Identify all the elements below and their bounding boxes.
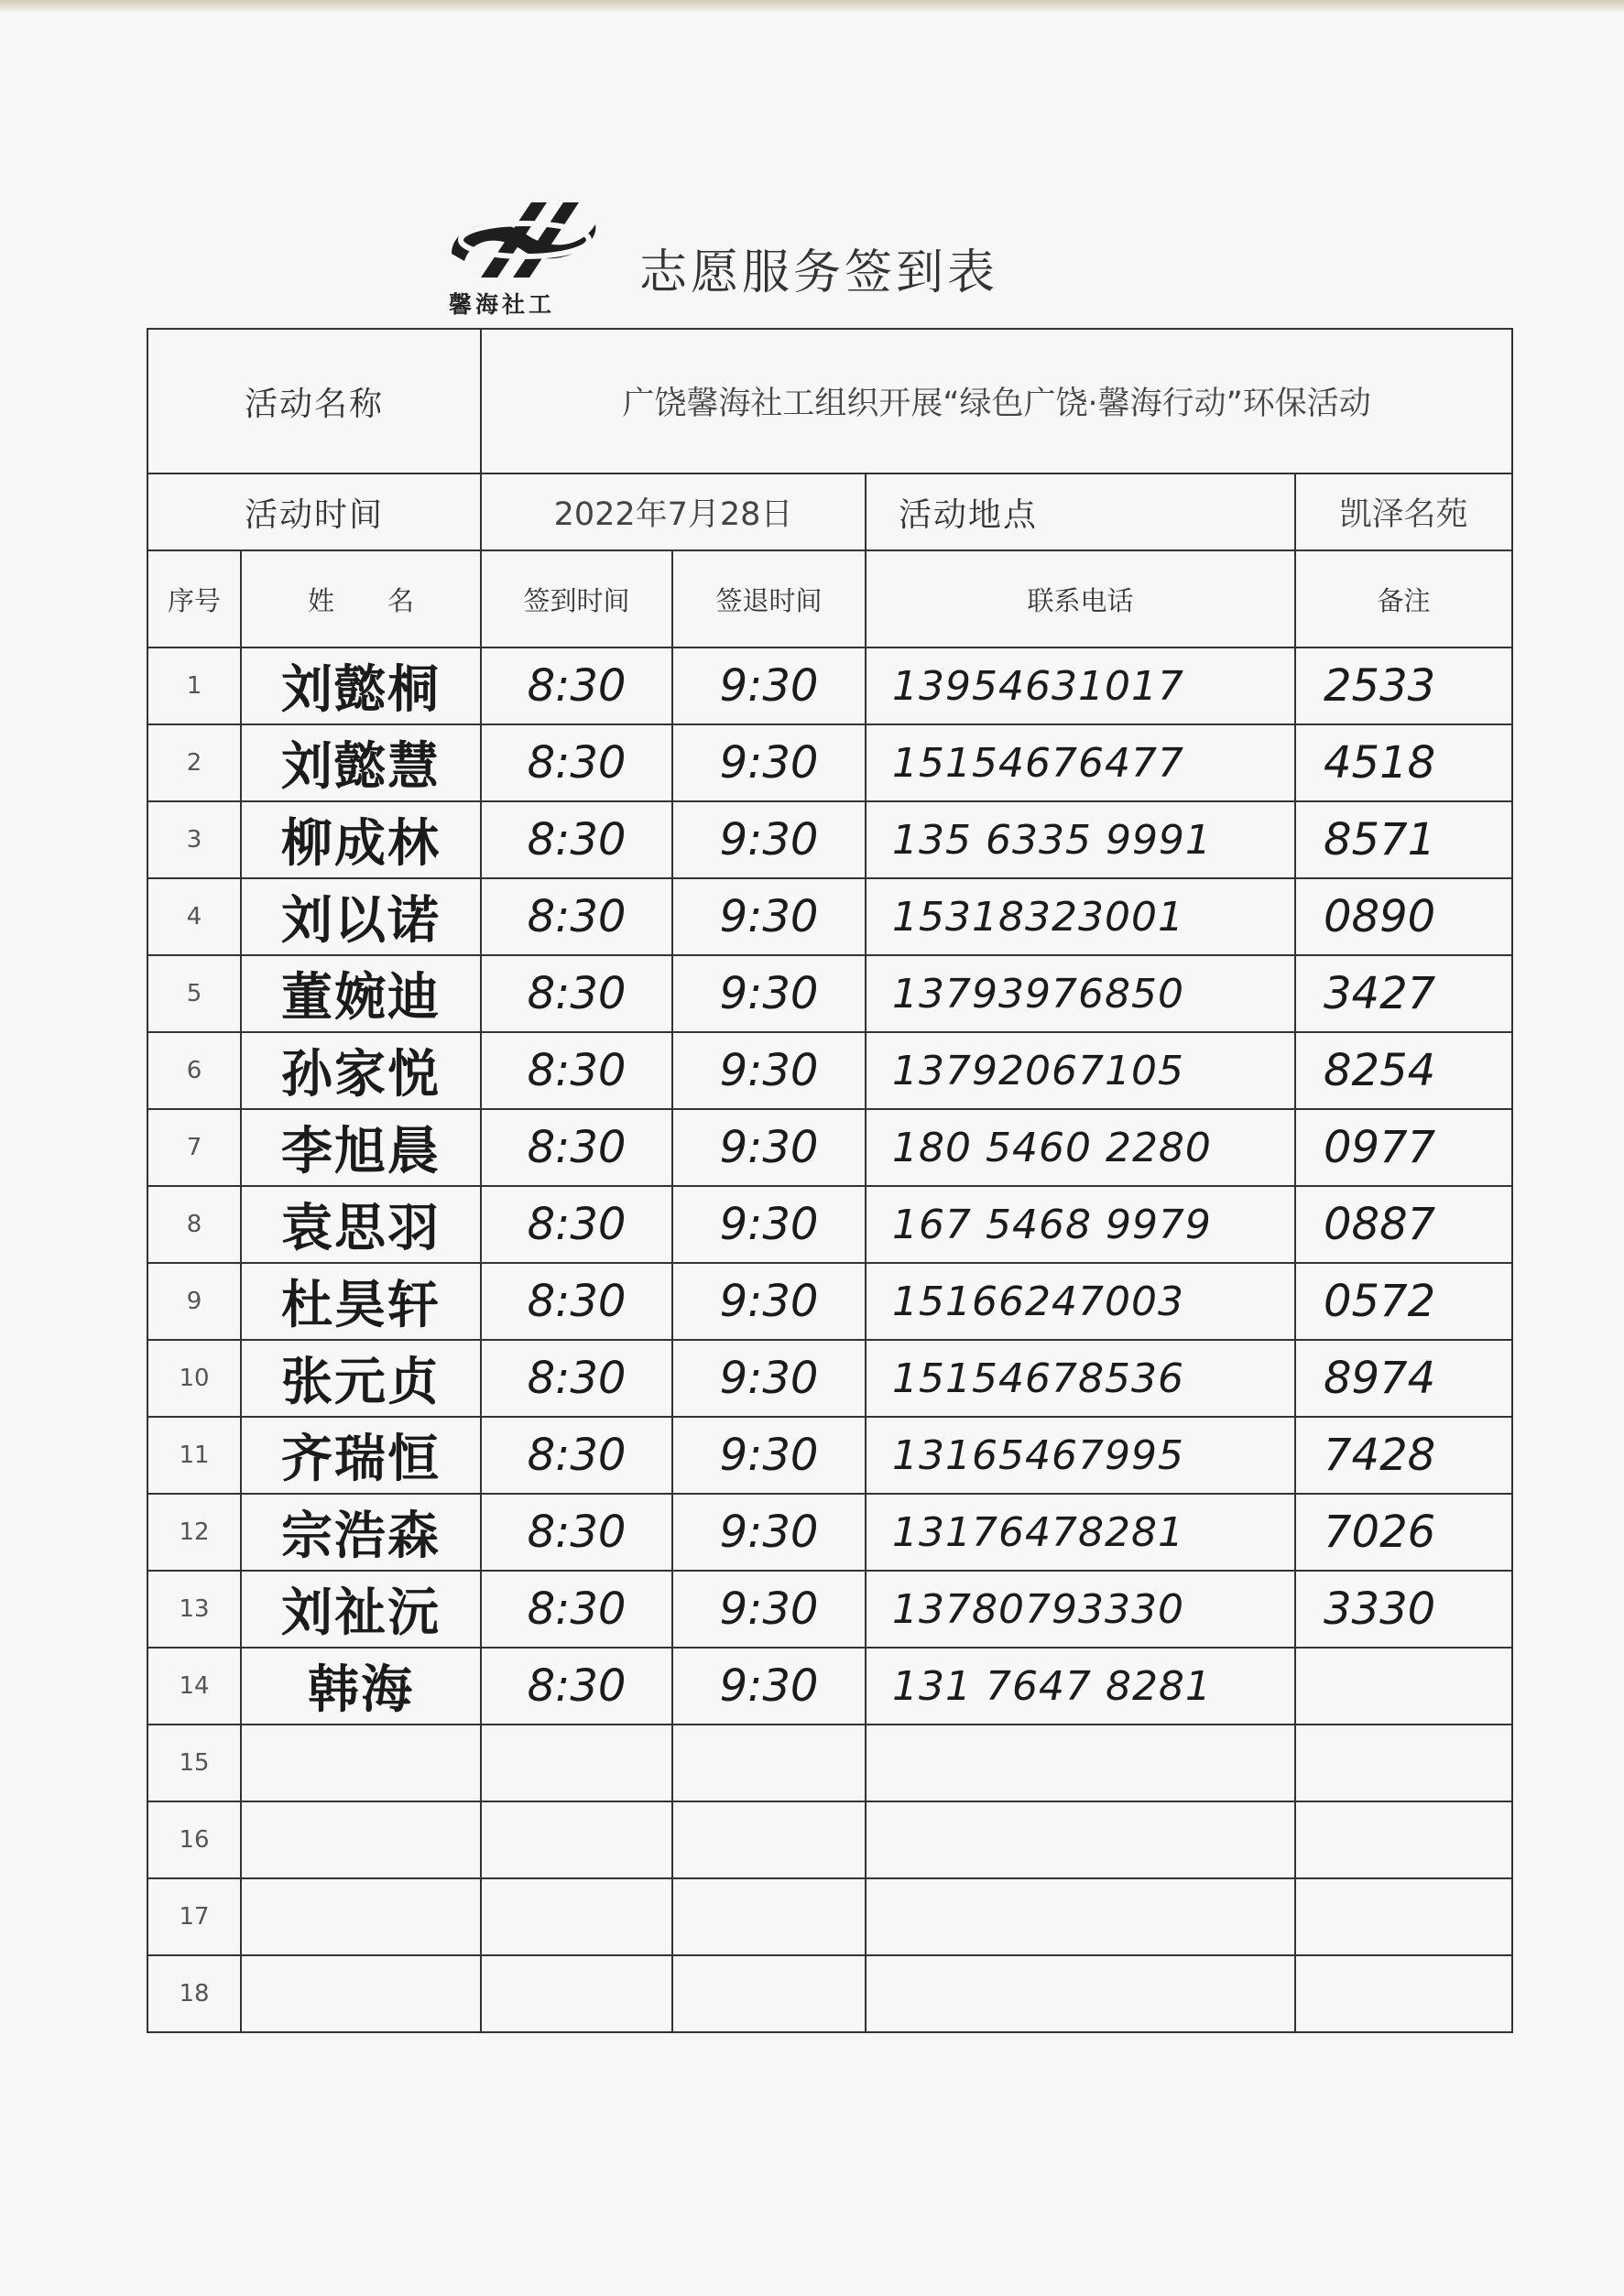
column-header: 签退时间 (672, 550, 866, 647)
column-header: 备注 (1295, 550, 1512, 647)
phone-number: 131 7647 8281 (866, 1648, 1295, 1725)
phone-number: 13780793330 (866, 1571, 1295, 1648)
table-row (147, 1340, 1512, 1417)
signature-name (241, 1801, 481, 1878)
note: 8571 (1295, 801, 1512, 878)
note: 2533 (1295, 647, 1512, 724)
row-number: 5 (147, 955, 241, 1032)
sign-in-time: 8:30 (481, 1648, 672, 1725)
phone-number: 15318323001 (866, 878, 1295, 955)
note: 0890 (1295, 878, 1512, 955)
table-row (147, 878, 1512, 955)
signature-name: 韩海 (241, 1648, 481, 1725)
note: 8254 (1295, 1032, 1512, 1109)
sign-out-time: 9:30 (672, 1263, 866, 1340)
table-row (147, 1878, 1512, 1955)
sign-in-time: 8:30 (481, 1186, 672, 1263)
signature-name: 张元贞 (241, 1340, 481, 1417)
sign-out-time: 9:30 (672, 801, 866, 878)
note (1295, 1878, 1512, 1955)
sign-out-time: 9:30 (672, 1186, 866, 1263)
phone-number: 13176478281 (866, 1494, 1295, 1571)
sign-in-time: 8:30 (481, 1417, 672, 1494)
sign-in-time: 8:30 (481, 647, 672, 724)
phone-number: 13165467995 (866, 1417, 1295, 1494)
row-number: 2 (147, 724, 241, 801)
signature-name: 杜昊轩 (241, 1263, 481, 1340)
table-row (147, 1032, 1512, 1109)
signature-name: 刘懿慧 (241, 724, 481, 801)
note (1295, 1648, 1512, 1725)
sign-out-time: 9:30 (672, 1417, 866, 1494)
signature-name: 刘祉沅 (241, 1571, 481, 1648)
table-row (147, 1571, 1512, 1648)
sign-in-time: 8:30 (481, 1571, 672, 1648)
signature-name (241, 1955, 481, 2032)
phone-number: 15154676477 (866, 724, 1295, 801)
org-logo (440, 197, 609, 318)
sign-out-time (672, 1955, 866, 2032)
row-number: 13 (147, 1571, 241, 1648)
sign-in-time (481, 1955, 672, 2032)
sign-in-time (481, 1801, 672, 1878)
row-number: 17 (147, 1878, 241, 1955)
activity-name-label: 活动名称 (147, 329, 481, 473)
sign-out-time (672, 1725, 866, 1801)
row-number: 18 (147, 1955, 241, 2032)
sign-out-time: 9:30 (672, 647, 866, 724)
phone-number (866, 1955, 1295, 2032)
document-title: 志愿服务签到表 (639, 245, 999, 300)
column-header: 姓 名 (241, 550, 481, 647)
activity-name-value: 广饶馨海社工组织开展“绿色广饶·馨海行动”环保活动 (481, 329, 1512, 473)
note: 0887 (1295, 1186, 1512, 1263)
table-row (147, 955, 1512, 1032)
signature-name: 袁思羽 (241, 1186, 481, 1263)
location-label: 活动地点 (866, 473, 1295, 550)
row-number: 15 (147, 1725, 241, 1801)
sign-out-time: 9:30 (672, 1571, 866, 1648)
sign-in-time: 8:30 (481, 1340, 672, 1417)
activity-time-value: 2022年7月28日 (481, 473, 866, 550)
row-number: 6 (147, 1032, 241, 1109)
row-number: 9 (147, 1263, 241, 1340)
signature-name (241, 1878, 481, 1955)
note: 4518 (1295, 724, 1512, 801)
table-row (147, 647, 1512, 724)
table-row (147, 801, 1512, 878)
paper-edge (0, 0, 1624, 13)
note: 3330 (1295, 1571, 1512, 1648)
sign-in-time: 8:30 (481, 878, 672, 955)
activity-time-row (147, 473, 1512, 550)
row-number: 16 (147, 1801, 241, 1878)
signature-name: 李旭晨 (241, 1109, 481, 1186)
sign-out-time: 9:30 (672, 724, 866, 801)
signature-name: 齐瑞恒 (241, 1417, 481, 1494)
table-row (147, 1263, 1512, 1340)
sign-out-time: 9:30 (672, 955, 866, 1032)
phone-number (866, 1878, 1295, 1955)
sign-out-time (672, 1801, 866, 1878)
signature-name (241, 1725, 481, 1801)
wave-logo-icon (444, 197, 605, 284)
phone-number: 15154678536 (866, 1340, 1295, 1417)
table-row (147, 1186, 1512, 1263)
signin-table (147, 328, 1513, 2033)
signature-name: 宗浩森 (241, 1494, 481, 1571)
table-row (147, 1648, 1512, 1725)
sign-in-time (481, 1878, 672, 1955)
note (1295, 1725, 1512, 1801)
phone-number: 167 5468 9979 (866, 1186, 1295, 1263)
phone-number: 13792067105 (866, 1032, 1295, 1109)
table-row (147, 724, 1512, 801)
note: 3427 (1295, 955, 1512, 1032)
column-header-row (147, 550, 1512, 647)
activity-name-row (147, 329, 1512, 473)
row-number: 10 (147, 1340, 241, 1417)
sign-in-time (481, 1725, 672, 1801)
sign-in-time: 8:30 (481, 1109, 672, 1186)
row-number: 1 (147, 647, 241, 724)
sign-out-time: 9:30 (672, 1032, 866, 1109)
sign-out-time: 9:30 (672, 878, 866, 955)
document-header (440, 188, 1081, 316)
column-header: 签到时间 (481, 550, 672, 647)
column-header: 序号 (147, 550, 241, 647)
row-number: 3 (147, 801, 241, 878)
row-number: 8 (147, 1186, 241, 1263)
note (1295, 1801, 1512, 1878)
note: 8974 (1295, 1340, 1512, 1417)
signature-name: 孙家悦 (241, 1032, 481, 1109)
sign-in-time: 8:30 (481, 801, 672, 878)
logo-text: 馨海社工 (449, 291, 556, 318)
location-value: 凯泽名苑 (1295, 473, 1512, 550)
sign-out-time (672, 1878, 866, 1955)
sign-in-time: 8:30 (481, 724, 672, 801)
signature-name: 刘懿桐 (241, 647, 481, 724)
phone-number: 13954631017 (866, 647, 1295, 724)
phone-number (866, 1725, 1295, 1801)
note: 7428 (1295, 1417, 1512, 1494)
table-row (147, 1955, 1512, 2032)
row-number: 7 (147, 1109, 241, 1186)
table-row (147, 1109, 1512, 1186)
note: 0977 (1295, 1109, 1512, 1186)
note: 7026 (1295, 1494, 1512, 1571)
row-number: 4 (147, 878, 241, 955)
signature-name: 刘以诺 (241, 878, 481, 955)
sign-in-time: 8:30 (481, 955, 672, 1032)
activity-time-label: 活动时间 (147, 473, 481, 550)
row-number: 14 (147, 1648, 241, 1725)
sign-out-time: 9:30 (672, 1340, 866, 1417)
sign-out-time: 9:30 (672, 1109, 866, 1186)
sign-out-time: 9:30 (672, 1494, 866, 1571)
phone-number: 180 5460 2280 (866, 1109, 1295, 1186)
phone-number: 15166247003 (866, 1263, 1295, 1340)
note (1295, 1955, 1512, 2032)
phone-number (866, 1801, 1295, 1878)
table-row (147, 1417, 1512, 1494)
signature-name: 柳成林 (241, 801, 481, 878)
phone-number: 13793976850 (866, 955, 1295, 1032)
row-number: 12 (147, 1494, 241, 1571)
sign-in-time: 8:30 (481, 1494, 672, 1571)
table-row (147, 1801, 1512, 1878)
column-header: 联系电话 (866, 550, 1295, 647)
sign-in-time: 8:30 (481, 1032, 672, 1109)
table-row (147, 1494, 1512, 1571)
table-row (147, 1725, 1512, 1801)
phone-number: 135 6335 9991 (866, 801, 1295, 878)
signature-name: 董婉迪 (241, 955, 481, 1032)
note: 0572 (1295, 1263, 1512, 1340)
sign-out-time: 9:30 (672, 1648, 866, 1725)
sign-in-time: 8:30 (481, 1263, 672, 1340)
row-number: 11 (147, 1417, 241, 1494)
